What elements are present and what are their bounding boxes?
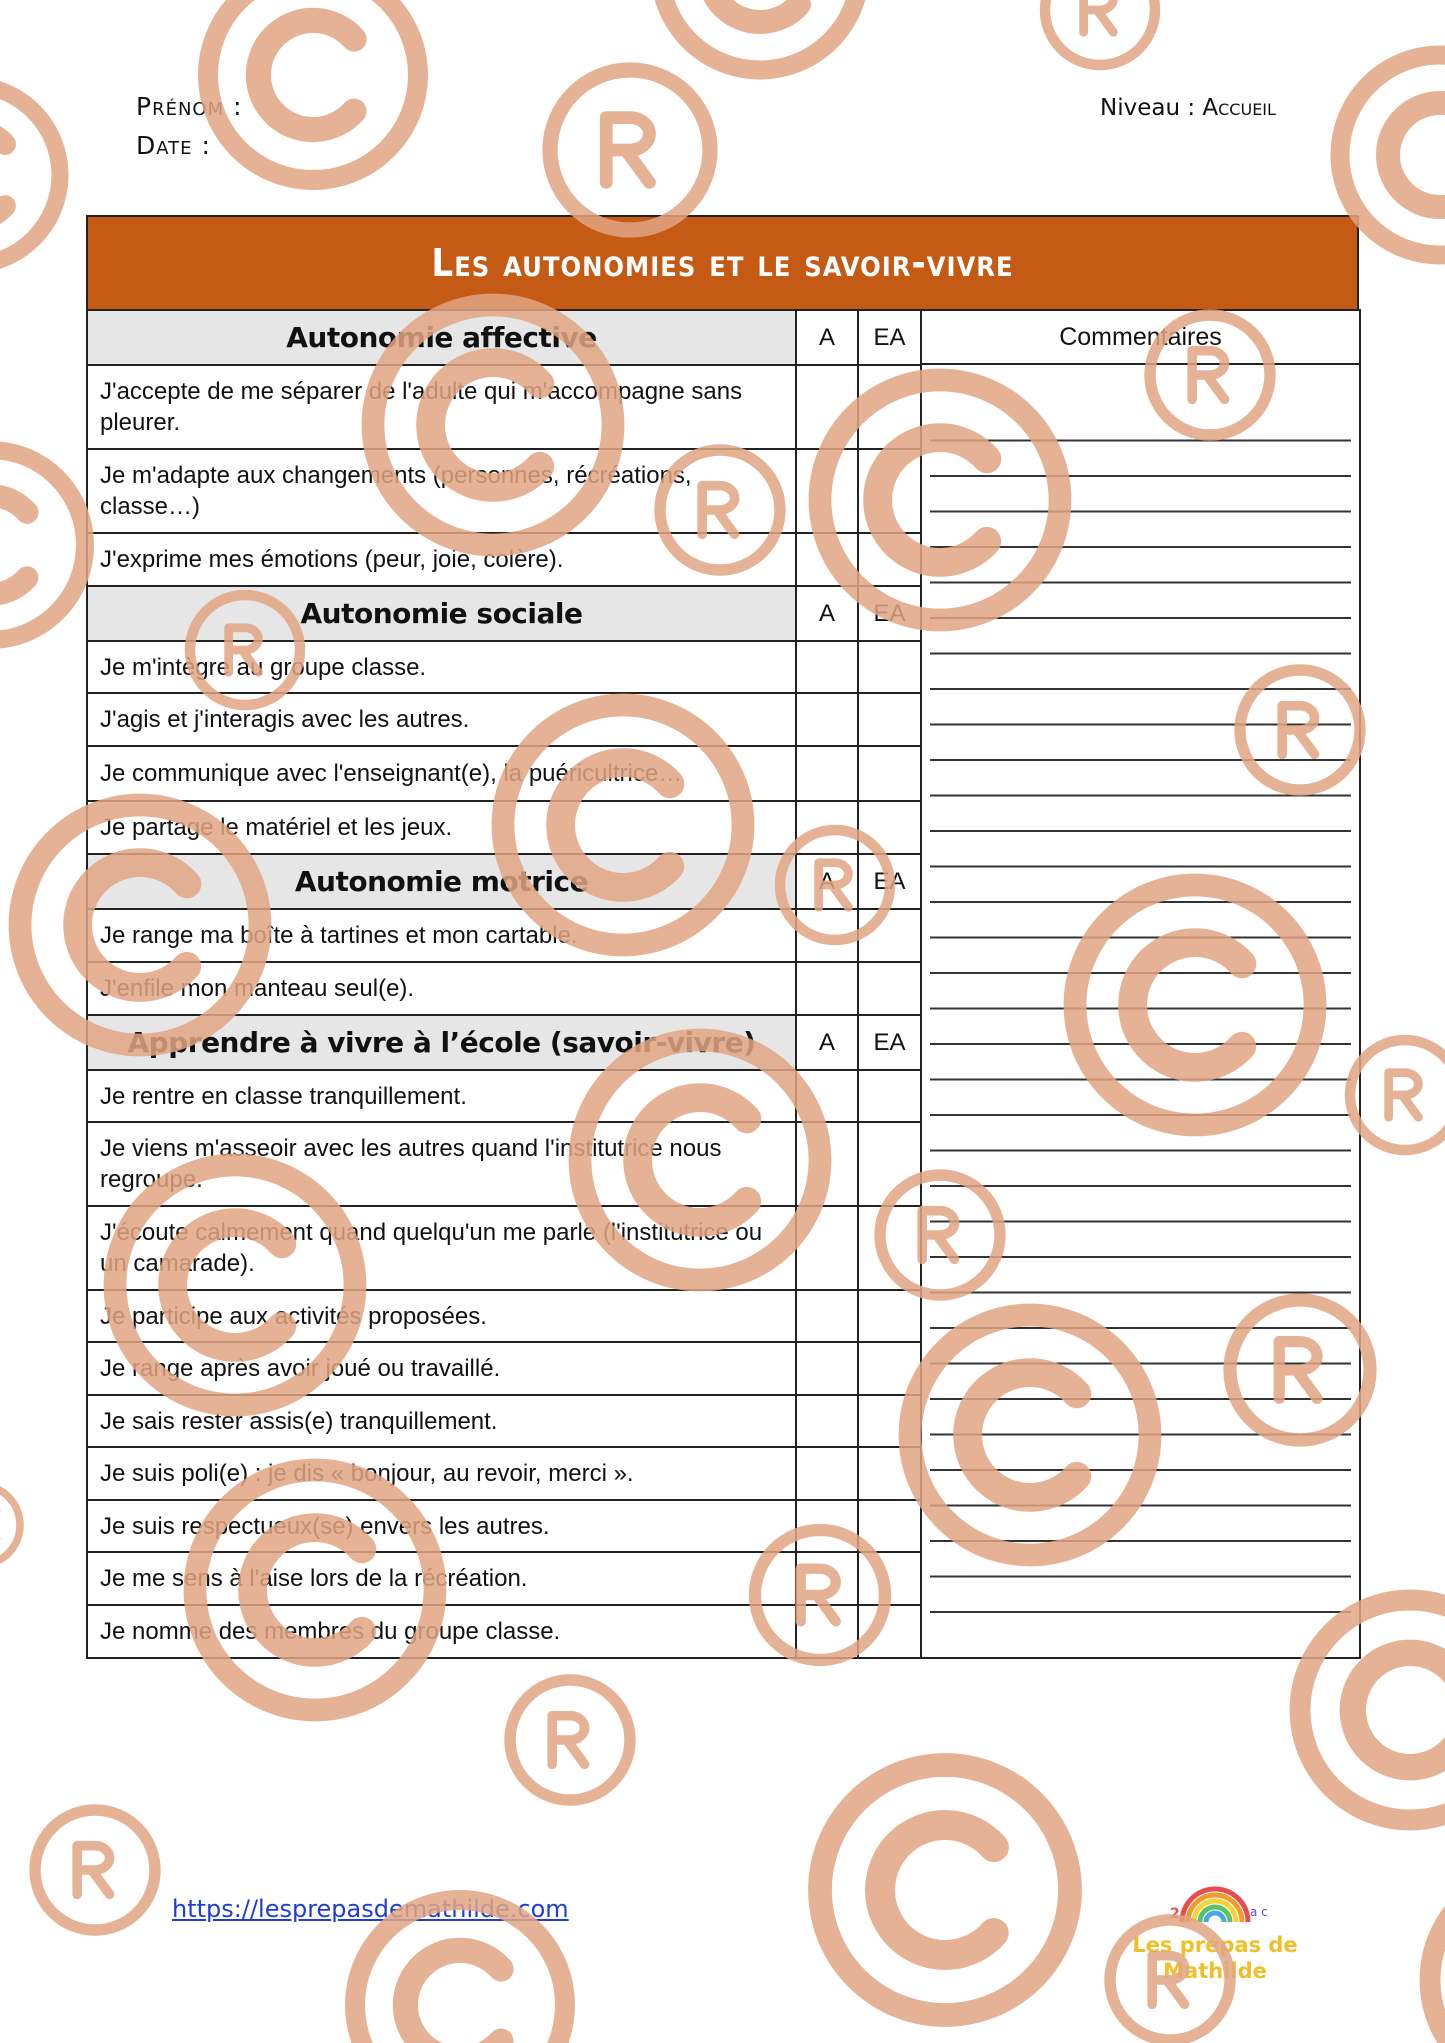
checkbox-ea[interactable] — [858, 1206, 921, 1290]
column-header-a: A — [796, 854, 858, 909]
svg-text:a c: a c — [1250, 1905, 1268, 1919]
checkbox-ea[interactable] — [858, 746, 921, 801]
criterion-text: Je me sens à l'aise lors de la récréation. — [87, 1552, 796, 1605]
checkbox-ea[interactable] — [858, 801, 921, 854]
checkbox-a[interactable] — [796, 1605, 858, 1658]
checkbox-a[interactable] — [796, 1122, 858, 1206]
criterion-text: Je m'intègre au groupe classe. — [87, 641, 796, 693]
checkbox-a[interactable] — [796, 1395, 858, 1447]
criterion-text: Je m'adapte aux changements (personnes, récréations, classe…) — [87, 449, 796, 533]
checkbox-ea[interactable] — [858, 449, 921, 533]
checkbox-ea[interactable] — [858, 1552, 921, 1605]
svg-text:2: 2 — [1170, 1906, 1180, 1922]
section-header-row — [87, 310, 1360, 365]
first-name-label: Prénom : — [136, 92, 243, 121]
column-header-ea: EA — [858, 310, 921, 365]
checkbox-a[interactable] — [796, 1552, 858, 1605]
evaluation-table — [86, 309, 1361, 1659]
checkbox-a[interactable] — [796, 641, 858, 693]
level-value: Accueil — [1202, 95, 1276, 121]
checkbox-ea[interactable] — [858, 909, 921, 962]
column-header-ea: EA — [858, 1015, 921, 1070]
column-header-ea: EA — [858, 854, 921, 909]
criterion-text: Je range après avoir joué ou travaillé. — [87, 1342, 796, 1395]
svg-text:Mathilde: Mathilde — [1163, 1959, 1267, 1983]
copyright-icon — [208, 0, 418, 180]
criterion-text: Je partage le matériel et les jeux. — [87, 801, 796, 854]
criterion-text: Je rentre en classe tranquillement. — [87, 1070, 796, 1122]
registered-icon — [550, 70, 710, 230]
column-header-a: A — [796, 586, 858, 641]
copyright-icon — [820, 1765, 1070, 2015]
comment-writing-lines[interactable] — [930, 406, 1351, 1623]
checkbox-ea[interactable] — [858, 693, 921, 746]
checkbox-a[interactable] — [796, 1206, 858, 1290]
checkbox-ea[interactable] — [858, 1122, 921, 1206]
registered-icon — [1045, 0, 1155, 65]
checkbox-ea[interactable] — [858, 1070, 921, 1122]
checkbox-a[interactable] — [796, 693, 858, 746]
section-title: Apprendre à vivre à l’école (savoir-vivre) — [87, 1015, 796, 1070]
comments-column[interactable] — [921, 310, 1360, 1658]
checkbox-a[interactable] — [796, 1342, 858, 1395]
criterion-text: J'écoute calmement quand quelqu'un me parle (l'institutrice ou un camarade). — [87, 1206, 796, 1290]
section-title: Autonomie sociale — [87, 586, 796, 641]
checkbox-a[interactable] — [796, 801, 858, 854]
checkbox-ea[interactable] — [858, 365, 921, 449]
checkbox-ea[interactable] — [858, 1500, 921, 1552]
checkbox-a[interactable] — [796, 1500, 858, 1552]
checkbox-a[interactable] — [796, 909, 858, 962]
svg-text:Les prépas de: Les prépas de — [1132, 1933, 1298, 1957]
evaluation-sheet — [86, 215, 1359, 1659]
section-title: Autonomie affective — [87, 310, 796, 365]
checkbox-a[interactable] — [796, 365, 858, 449]
checkbox-a[interactable] — [796, 1447, 858, 1500]
checkbox-a[interactable] — [796, 746, 858, 801]
criterion-text: Je nomme des membres du groupe classe. — [87, 1605, 796, 1658]
criterion-text: Je participe aux activités proposées. — [87, 1290, 796, 1342]
checkbox-ea[interactable] — [858, 1395, 921, 1447]
checkbox-ea[interactable] — [858, 641, 921, 693]
section-title: Autonomie motrice — [87, 854, 796, 909]
checkbox-ea[interactable] — [858, 962, 921, 1015]
registered-icon — [510, 1680, 630, 1800]
criterion-text: Je range ma boîte à tartines et mon cartable. — [87, 909, 796, 962]
checkbox-ea[interactable] — [858, 533, 921, 586]
column-header-a: A — [796, 1015, 858, 1070]
level-label: Niveau : Accueil — [1100, 95, 1276, 121]
comments-header: Commentaires — [922, 311, 1359, 365]
checkbox-a[interactable] — [796, 1290, 858, 1342]
date-label: Date : — [136, 131, 211, 160]
copyright-icon — [660, 0, 860, 70]
sheet-title: Les autonomies et le savoir-vivre — [86, 215, 1359, 309]
brand-logo — [1130, 1870, 1300, 1990]
criterion-text: Je sais rester assis(e) tranquillement. — [87, 1395, 796, 1447]
checkbox-ea[interactable] — [858, 1342, 921, 1395]
checkbox-a[interactable] — [796, 449, 858, 533]
copyright-icon — [0, 85, 60, 265]
criterion-text: Je suis respectueux(se) envers les autres. — [87, 1500, 796, 1552]
criterion-text: J'accepte de me séparer de l'adulte qui m'accompagne sans pleurer. — [87, 365, 796, 449]
registered-icon — [1350, 1040, 1445, 1150]
checkbox-a[interactable] — [796, 533, 858, 586]
copyright-icon — [1430, 1870, 1445, 2043]
criterion-text: J'exprime mes émotions (peur, joie, colère). — [87, 533, 796, 586]
criterion-text: J'enfile mon manteau seul(e). — [87, 962, 796, 1015]
checkbox-a[interactable] — [796, 962, 858, 1015]
column-header-a: A — [796, 310, 858, 365]
column-header-ea: EA — [858, 586, 921, 641]
criterion-text: Je viens m'asseoir avec les autres quand l'institutrice nous regroupe. — [87, 1122, 796, 1206]
copyright-icon — [0, 450, 85, 640]
checkbox-a[interactable] — [796, 1070, 858, 1122]
registered-icon — [35, 1810, 155, 1930]
checkbox-ea[interactable] — [858, 1605, 921, 1658]
website-link[interactable]: https://lesprepasdemathilde.com — [172, 1895, 569, 1923]
criterion-text: Je communique avec l'enseignant(e), la puéricultrice… — [87, 746, 796, 801]
criterion-text: J'agis et j'interagis avec les autres. — [87, 693, 796, 746]
copyright-icon — [0, 1485, 20, 1565]
criterion-text: Je suis poli(e) : je dis « bonjour, au revoir, merci ». — [87, 1447, 796, 1500]
checkbox-ea[interactable] — [858, 1290, 921, 1342]
checkbox-ea[interactable] — [858, 1447, 921, 1500]
